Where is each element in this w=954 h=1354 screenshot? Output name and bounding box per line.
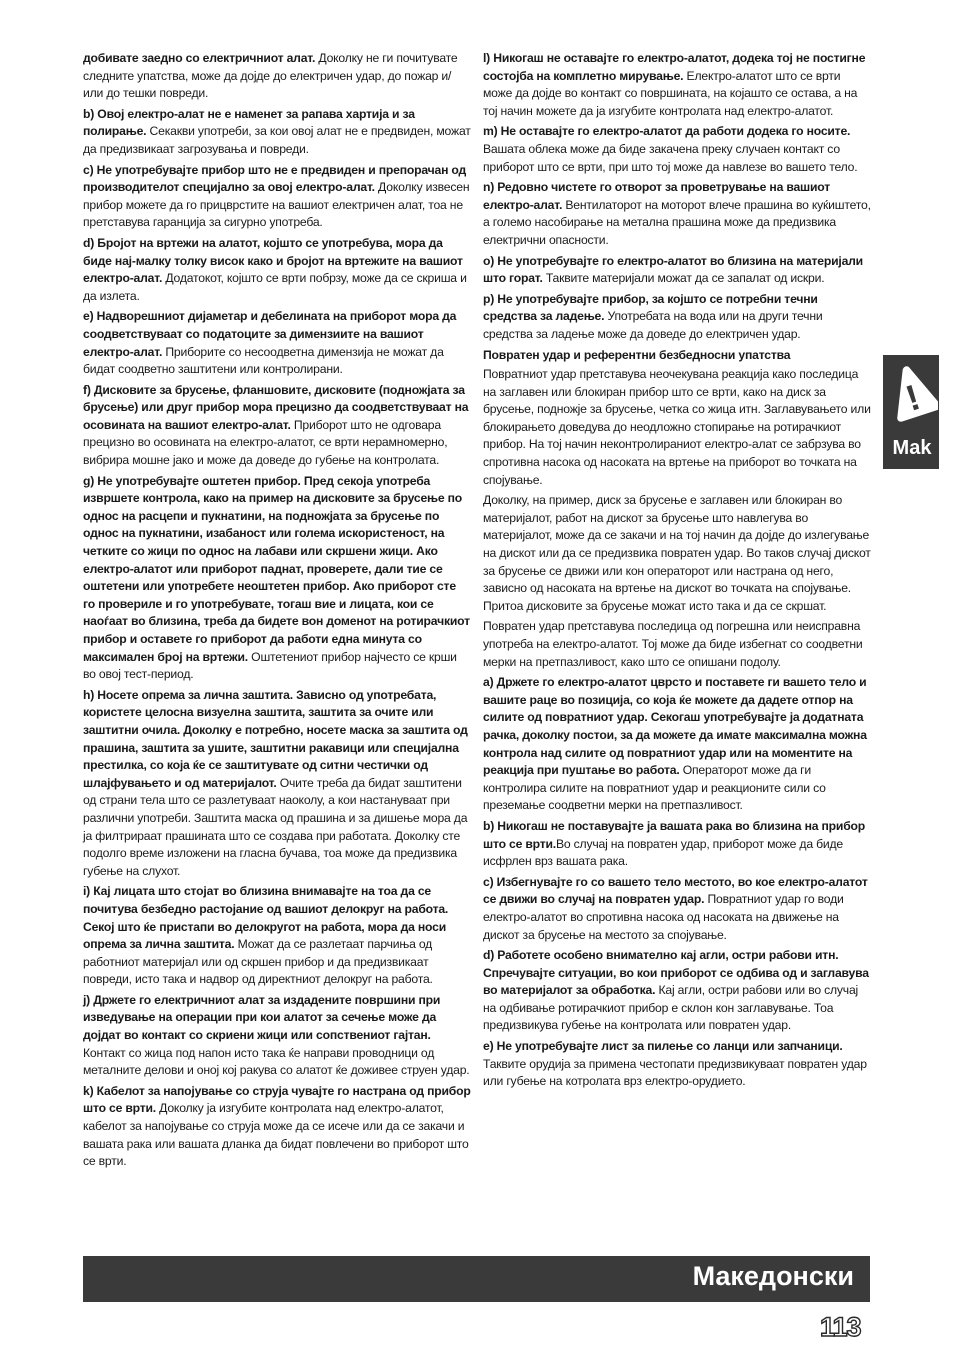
instruction-paragraph — [483, 874, 871, 944]
paragraph-text: Таквите материјали можат да се запалат од искри. — [542, 271, 825, 286]
paragraph-text: Вентилаторот на моторот влече прашина во куќиштето, а големо насобирање на метална прашина може да предизвика електрични опасности. — [483, 197, 871, 247]
instruction-paragraph — [483, 1038, 871, 1091]
paragraph-text: Доколку извесен прибор можете да го прицврстите на вашиот електричен алат, тоа не претставува гаранција за сигурно употреба. — [83, 180, 470, 230]
paragraph-bold-lead: n) Редовно чистете го отворот за проветрување на вашиот електро-алат. — [483, 180, 830, 212]
paragraph-bold-lead: o) Не употребувајте го електро-алатот во близина на материјали што горат. — [483, 253, 863, 286]
paragraph-bold-lead: a) Држете го електро-алатот цврсто и поставете ги вашето тело и вашите раце во позиција, со која ќе можете да дадете отпор на силите од повратниот удар. Секогаш употребувајте ја додатната рачка, доколку постои, за да можете да имате максимална можна контрола над силите од повратниот удар или на моментите на реакција при пуштање во работа. — [483, 675, 867, 778]
paragraph-bold-lead: i) Кај лицата што стојат во близина внимавајте на тоа да се почитува безбедно растојание од вашиот делокруг на работа. Секој што ќе пристапи во делокругот на работа, мора да носи опрема за лична заштита. — [83, 884, 449, 952]
side-tab-label: Mak — [892, 437, 932, 459]
svg-text:!: ! — [900, 376, 925, 419]
paragraph-text: Оштетениот прибор најчесто се крши во овој тест-период. — [83, 649, 457, 682]
page-number: 113 — [820, 1312, 861, 1342]
paragraph-text: Во случај на повратен удар, приборот може да биде исфрлен врз вашата рака. — [483, 836, 843, 869]
paragraph-bold-lead: e) Надворешниот дијаметар и дебелината на приборот мора да соодветствуваат со податоците за димензиите на вашиот електро-алат. — [83, 309, 457, 359]
paragraph-text: Операторот може да ги контролира силите на повратниот удар и реакционите сили со преземање соодветни мерки на претпазливост. — [483, 763, 826, 813]
paragraph-text: Повратниот удар претставува неочекувана реакција како последица на заглавен или блокиран прибор што се врти, како на диск за брусење, подножје за брусење, четка со жица итн. Заглавувањето или блокирањето доведува до неодложно стопирање на ротирачкиот прибор. На тој начин неконтролираниот електро-алат се забрзува во спротивна насока од насоката на вртење на приборот во точката на спојување. — [483, 367, 871, 487]
instruction-paragraph — [83, 235, 471, 305]
instruction-paragraph — [483, 818, 871, 871]
footer-bar — [83, 1256, 870, 1302]
instruction-paragraph — [483, 366, 871, 489]
instruction-paragraph — [83, 473, 471, 684]
instruction-paragraph — [483, 50, 871, 120]
instruction-paragraph — [83, 883, 471, 989]
paragraph-text: Контакт со жица под напон исто така ќе направи проводници од металните делови и оној кој ракува со алатот ќе доживее струен удар. — [83, 1045, 470, 1078]
instruction-paragraph — [483, 492, 871, 615]
paragraph-bold-lead: c) Не употребувајте прибор што не е предвиден и препорачан од производителот специјално за овој електро-алат. — [83, 162, 467, 195]
paragraph-bold-lead: m) Не оставајте го електро-алатот да работи додека го носите. — [483, 124, 851, 139]
footer-language-title: Македонски — [692, 1261, 854, 1291]
paragraph-text: Повратниот удар го води електро-алатот во спротивна насока од насоката на движење на дискот за брусење на местото за спојување. — [483, 892, 844, 942]
paragraph-bold-lead: d) Работете особено внимателно кај агли, остри рабови итн. Спречувајте ситуации, во кои приборот се одбива од и заглавува во материјалот за обработка. — [483, 948, 869, 998]
instruction-paragraph — [483, 123, 871, 176]
instruction-paragraph — [83, 50, 471, 103]
paragraph-text: Приборот што не одговара прецизно во осовината на електро-алатот, се врти нерамномерно, вибрира мошне јако и може да доведе до губење на контролата. — [83, 417, 448, 468]
paragraph-bold-lead: h) Носете опрема за лична заштита. Зависно од употребата, користете целосна визуелна заштита, заштита за очите или заштитни очила. Доколку е потребно, носете маска за заштита од прашина, заштита за ушите, заштитни ракавици или специјална престилка, со која ќе се заштитувате од ситни честички од шлајфувањето и од материјалот. — [83, 687, 468, 790]
paragraph-text: Таквите орудија за примена честопати предизвикуваат повратен удар или губење на котролата врз електро-орудието. — [483, 1056, 867, 1089]
paragraph-text: Електро-алатот што се врти може да дојде во контакт со површината, на којашто се остава, а на тој начин можете да ја изгубите контролата над електро-алатот. — [483, 68, 858, 118]
paragraph-bold-lead: g) Не употребувајте оштетен прибор. Пред секоја употреба извршете контрола, како на пример на дисковите за брусење по однос на расцепи и пукнатини, на подножјата за брусење по однос на пукнатини, изабаност или голема искористеност, на четките со жици по однос на лабави или скршени жици. Ако електро-алатот или приборот паднат, проверете, дали тие се оштетени или употребете неоштетен прибор. Ако приборот сте го провериле и го употребувате, тогаш вие и лицата, кои се наоѓаат во близина, треба да бидете вон доменот на ротирачкиот прибор и оставете го приборот да работи една минута со максимален број на вртежи. — [83, 473, 470, 664]
paragraph-text: Секакви употреби, за кои овој алат не е предвиден, можат да предизвикаат загрозувања и повреди. — [83, 124, 471, 156]
paragraph-bold-lead: добивате заедно со електричниот алат. — [83, 51, 316, 65]
instruction-paragraph — [483, 618, 871, 671]
paragraph-text: Доколку ја изгубите контролата над електро-алатот, кабелот за напојување со струја може да се исече или да се закачи и вашата рака или вашата дланка да бидат повлечени во приборот што се врти. — [83, 1101, 469, 1169]
instruction-paragraph — [83, 992, 471, 1080]
paragraph-bold-lead: l) Никогаш не оставајте го електро-алатот, додека тој не постигне состојба на комплетно мирување. — [483, 51, 866, 83]
paragraph-text: Додатокот, којштo се врти побрзу, може да се скриша и да излета. — [83, 271, 467, 303]
instruction-paragraph — [83, 382, 471, 470]
paragraph-bold-lead: p) Не употребувајте прибор, за којшто се потребни течни средства за ладење. — [483, 291, 818, 324]
section-heading: Повратен удар и референтни безбедносни упатства — [483, 347, 791, 362]
paragraph-bold-lead: d) Бројот на вртежи на алатот, којшто се употребува, мора да биде нај-малку толку висок како и бројот на вртежите на вашиот електро-алат. — [83, 235, 463, 286]
paragraph-bold-lead: b) Никогаш не поставувајте ја вашата рака во близина на прибор што се врти. — [483, 818, 866, 851]
instruction-paragraph — [483, 179, 871, 249]
instruction-paragraph — [483, 291, 871, 344]
instruction-paragraph — [483, 674, 871, 815]
paragraph-text: Можат да се разлетаат парчиња од работниот материјал или од скршен прибор и да предизвикаат повреди, исто така и надвор од директниот делокруг на работа. — [83, 937, 433, 987]
paragraph-bold-lead: b) Овој електро-алат не е наменет за рапава хартија и за полирање. — [83, 106, 415, 139]
paragraph-text: Повратен удар претставува последица од погрешна или неисправна употреба на електро-алатот. Тој може да биде избегнат со соодветни мерки на претпазливост, како што се опишани подолу. — [483, 619, 863, 669]
paragraph-text: Доколку, на пример, диск за брусење е заглавен или блокиран во материјалот, работ на дискот за брусење што навлегува во материјалот, може да се закачи и на тој начин да дојде до излегување на дискот или да се предизвика повратен удар. Во таков случај дискот за брусење се движи или кон операторот или настрана од него, зависно од насоката на вртење на дискот во точката на спојување. Притоа дисковите за брусење можат исто така и да се скршат. — [483, 493, 871, 613]
paragraph-bold-lead: k) Кабелот за напојување со струја чувајте го настрана од прибор што се врти. — [83, 1083, 471, 1116]
paragraph-text: Очите треба да бидат заштитени од страни тела што се разлетуваат наоколу, а кои настануваат при различни употреби. Заштита маска од прашина и за дишење мора да ја филтрираат прашината што се создава при работата. Доколку сте подолго време изложени на гласна бучава, тоа може да предизвика губење на слухот. — [83, 775, 468, 878]
instruction-paragraph — [83, 1083, 471, 1171]
paragraph-bold-lead: j) Држете го електричниот алат за издадените површини при изведување на операции при кои алатот за сечење може да дојдат во контакт со скриени жици или сопствениот гајтан. — [83, 992, 441, 1043]
paragraph-bold-lead: c) Избегнувајте го со вашето тело местото, во кое електро-алатот се движи во случај на повратен удар. — [483, 874, 868, 907]
paragraph-text: Приборите со несоодветна димензија не можат да бидат соодветно заштитени или контролирани. — [83, 344, 444, 377]
paragraph-text: Доколку не ги почитувате следните упатства, може да дојде до електричен удар, до пожар и/или до тешки повреди. — [83, 51, 458, 101]
left-column — [83, 50, 471, 1174]
paragraph-text: Употребата на вода или на други течни средства за ладење може да доведе до електричен удар. — [483, 309, 823, 341]
instruction-paragraph — [483, 253, 871, 288]
instruction-paragraph — [83, 106, 471, 159]
paragraph-bold-lead: f) Дисковите за брусење, фланшовите, дисковите (подножјата за брусење) или друг прибор мора прецизно да соодветствуваат на осовината на вашиот електро-алат. — [83, 382, 469, 432]
instruction-paragraph — [83, 687, 471, 881]
paragraph-text: Вашата облека може да биде закачена преку случаен контакт со приборот што се врти, при што тој може да навлезе во вашето тело. — [483, 141, 858, 174]
instruction-paragraph — [83, 308, 471, 378]
right-column — [483, 50, 871, 1094]
instruction-paragraph — [483, 947, 871, 1035]
warning-icon — [886, 362, 938, 430]
paragraph-text: Кај агли, остри рабови или во случај на одбивање ротирачкиот прибор е склон кон заглавување. Тоа предизвикува губење на контролата или повратен удар. — [483, 983, 859, 1033]
instruction-paragraph — [83, 162, 471, 232]
paragraph-bold-lead: e) Не употребувајте лист за пилење со ланци или запчаници. — [483, 1039, 843, 1054]
